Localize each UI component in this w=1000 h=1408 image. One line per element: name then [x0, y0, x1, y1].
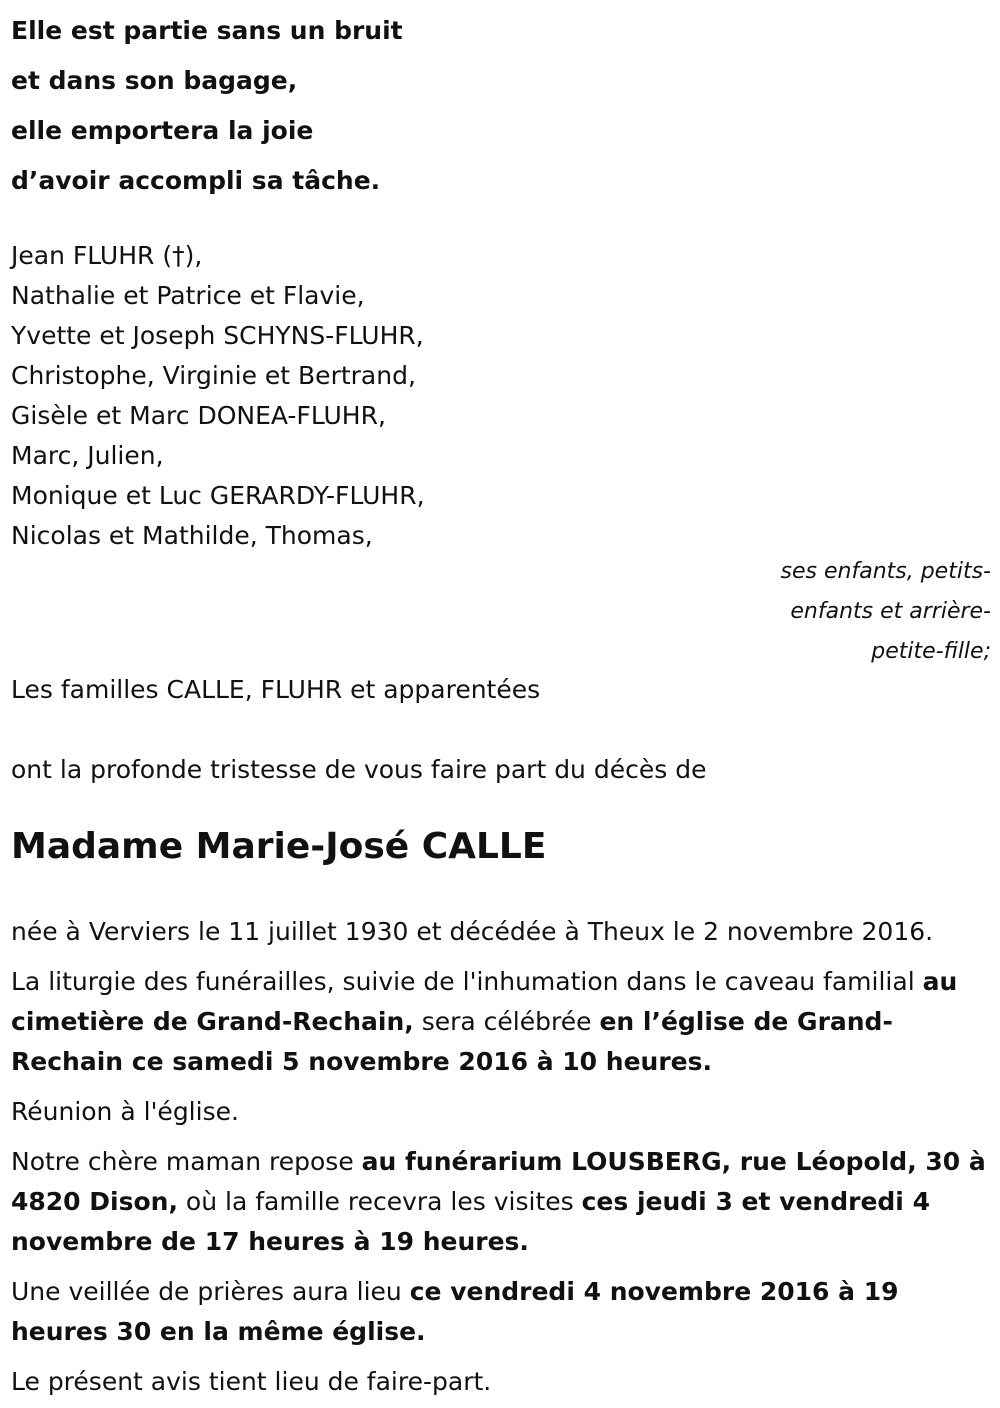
deceased-name: Madame Marie-José CALLE [11, 826, 547, 867]
birth-death-info: née à Verviers le 11 juillet 1930 et décédée à Theux le 2 novembre 2016. [11, 917, 934, 946]
ceremony-location-time: en l’église de Grand-Rechain ce samedi 5 novembre 2016 à 10 heures. [11, 1007, 893, 1076]
relation-line: ses enfants, petits- [780, 559, 991, 584]
family-member: Nathalie et Patrice et Flavie, [11, 281, 365, 310]
relation-line: enfants et arrière- [790, 599, 991, 624]
family-member: Gisèle et Marc DONEA-FLUHR, [11, 401, 386, 430]
closing-note: Le présent avis tient lieu de faire-part. [11, 1367, 492, 1396]
family-member: Christophe, Virginie et Bertrand, [11, 361, 416, 390]
liturgy-info [11, 962, 991, 1082]
liturgy-text: La liturgie des funérailles, suivie de l'inhumation dans le caveau familial [11, 967, 923, 996]
liturgy-text: sera célébrée [413, 1007, 600, 1036]
extended-families: Les familles CALLE, FLUHR et apparentées [11, 675, 541, 704]
poem-line: elle emportera la joie [11, 116, 314, 145]
funeral-home-info [11, 1142, 991, 1262]
visiting-hours: ces jeudi 3 et vendredi 4 novembre de 17 heures à 19 heures. [11, 1187, 930, 1256]
vigil-info [11, 1272, 991, 1352]
poem-line: Elle est partie sans un bruit [11, 16, 403, 45]
announcement-text: ont la profonde tristesse de vous faire part du décès de [11, 755, 707, 784]
family-list [11, 236, 991, 556]
funeral-home-text: où la famille recevra les visites [177, 1187, 582, 1216]
relation-line: petite-fille; [871, 639, 991, 664]
vigil-text: Une veillée de prières aura lieu [11, 1277, 410, 1306]
cemetery-location: au cimetière de Grand-Rechain, [11, 967, 958, 1036]
poem-line: d’avoir accompli sa tâche. [11, 166, 381, 195]
funeral-home-address: au funérarium LOUSBERG, rue Léopold, 30 à 4820 Dison, [11, 1147, 986, 1216]
relation-caption [11, 552, 991, 672]
family-member: Yvette et Joseph SCHYNS-FLUHR, [11, 321, 424, 350]
family-member: Marc, Julien, [11, 441, 164, 470]
family-member: Jean FLUHR (†), [11, 241, 203, 270]
family-member: Monique et Luc GERARDY-FLUHR, [11, 481, 425, 510]
funeral-home-text: Notre chère maman repose [11, 1147, 362, 1176]
vigil-time-location: ce vendredi 4 novembre 2016 à 19 heures 30 en la même église. [11, 1277, 899, 1346]
poem [11, 0, 991, 206]
family-member: Nicolas et Mathilde, Thomas, [11, 521, 373, 550]
reunion-info: Réunion à l'église. [11, 1097, 239, 1126]
poem-line: et dans son bagage, [11, 66, 298, 95]
